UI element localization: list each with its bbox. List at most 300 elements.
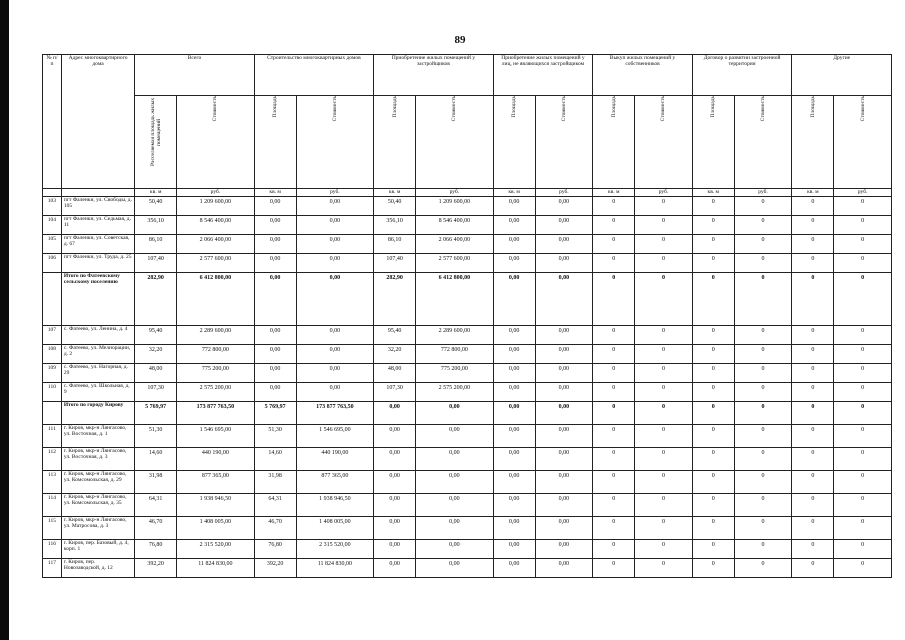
row-value: 0,00: [374, 559, 416, 578]
row-value: 0: [635, 448, 693, 471]
row-value: 0: [734, 448, 792, 471]
unit-cell: кв. м: [254, 189, 296, 197]
row-value: 0,00: [374, 448, 416, 471]
row-number: 113: [43, 471, 62, 494]
sub-area: Площадь: [692, 96, 734, 189]
row-address: г. Киров, пер. Базовый, д. 4, корп. 1: [61, 540, 134, 559]
row-value: 0,00: [535, 326, 593, 345]
row-value: 0: [734, 383, 792, 402]
row-value: 0,00: [254, 383, 296, 402]
row-value: 95,40: [374, 326, 416, 345]
sub-cost: Стоимость: [834, 96, 892, 189]
row-value: 0: [834, 494, 892, 517]
row-value: 11 824 830,00: [296, 559, 374, 578]
unit-cell: кв. м: [593, 189, 635, 197]
unit-cell: кв. м: [493, 189, 535, 197]
row-value: 0: [635, 540, 693, 559]
row-value: 0,00: [374, 517, 416, 540]
row-value: 0: [834, 448, 892, 471]
row-value: 0: [635, 273, 693, 326]
row-value: 0: [635, 235, 693, 254]
row-value: 0,00: [535, 197, 593, 216]
row-number: 107: [43, 326, 62, 345]
row-value: 0: [792, 273, 834, 326]
table-row: [43, 559, 892, 578]
row-value: 0,00: [493, 364, 535, 383]
row-value: 0: [635, 197, 693, 216]
row-value: 1 408 005,00: [296, 517, 374, 540]
row-value: 0,00: [535, 517, 593, 540]
row-value: 0: [792, 254, 834, 273]
row-value: 0,00: [254, 216, 296, 235]
sub-cost: Стоимость: [296, 96, 374, 189]
row-value: 0,00: [254, 235, 296, 254]
row-value: 50,40: [135, 197, 177, 216]
table-row: [43, 216, 892, 235]
row-value: 0: [593, 326, 635, 345]
row-value: 0: [792, 216, 834, 235]
row-number: [43, 402, 62, 425]
row-value: 0: [635, 425, 693, 448]
row-value: 0,00: [535, 364, 593, 383]
row-value: 0,00: [374, 402, 416, 425]
row-value: 0: [593, 254, 635, 273]
row-value: 282,90: [374, 273, 416, 326]
row-value: 1 209 600,00: [416, 197, 494, 216]
row-address: г. Киров, мкр-н Лянгасово, ул. Комсомольская, д. 29: [61, 471, 134, 494]
row-value: 2 315 520,00: [296, 540, 374, 559]
row-address: Итого по городу Кирову: [61, 402, 134, 425]
row-value: 14,60: [135, 448, 177, 471]
unit-cell: кв. м: [135, 189, 177, 197]
row-value: 0,00: [493, 326, 535, 345]
row-value: 0,00: [254, 326, 296, 345]
row-value: 772 800,00: [416, 345, 494, 364]
row-value: 0: [593, 216, 635, 235]
table-row: [43, 471, 892, 494]
row-value: 0: [692, 254, 734, 273]
col-total-header: Всего: [135, 55, 254, 96]
table-row: [43, 448, 892, 471]
row-value: 0: [834, 326, 892, 345]
row-value: 0: [792, 383, 834, 402]
row-address: с. Фатеево, ул. Нагорная, д. 29: [61, 364, 134, 383]
row-value: 0: [734, 559, 792, 578]
col-purchase-dev-header: Приобретение жилых помещений у застройщиков: [374, 55, 493, 96]
unit-cell: руб.: [834, 189, 892, 197]
sub-area: Площадь: [593, 96, 635, 189]
row-value: 772 800,00: [177, 345, 255, 364]
row-value: 0,00: [535, 345, 593, 364]
row-value: 50,40: [374, 197, 416, 216]
row-value: 0: [734, 326, 792, 345]
row-value: 76,80: [135, 540, 177, 559]
row-value: 1 938 946,50: [296, 494, 374, 517]
row-value: 0: [734, 402, 792, 425]
row-value: 0: [734, 364, 792, 383]
units-row: [43, 189, 892, 197]
row-value: 48,00: [135, 364, 177, 383]
row-value: 0: [692, 383, 734, 402]
row-value: 0,00: [296, 326, 374, 345]
row-value: 0,00: [493, 559, 535, 578]
row-value: 0: [834, 383, 892, 402]
row-value: 0,00: [416, 559, 494, 578]
row-address: пгт Фаленки, ул. Седьмая, д. 11: [61, 216, 134, 235]
table-row: [43, 540, 892, 559]
row-value: 5 769,97: [135, 402, 177, 425]
table-body: [43, 197, 892, 578]
col-address-header: Адрес многоквартирного дома: [61, 55, 134, 189]
row-value: 0: [692, 494, 734, 517]
header-row: [43, 55, 892, 96]
row-value: 0: [593, 273, 635, 326]
row-value: 0,00: [493, 216, 535, 235]
unit-cell: руб.: [734, 189, 792, 197]
table-row: [43, 273, 892, 326]
row-value: 0,00: [535, 559, 593, 578]
row-value: 0: [593, 559, 635, 578]
row-value: 0: [593, 471, 635, 494]
row-value: 0,00: [254, 345, 296, 364]
unit-cell: кв. м: [374, 189, 416, 197]
row-value: 0: [692, 273, 734, 326]
row-value: 0,00: [296, 364, 374, 383]
row-value: 0: [792, 425, 834, 448]
row-value: 0: [792, 471, 834, 494]
row-value: 0,00: [535, 254, 593, 273]
row-value: 0: [593, 402, 635, 425]
row-number: 111: [43, 425, 62, 448]
row-value: 0: [635, 216, 693, 235]
row-value: 0,00: [296, 273, 374, 326]
row-address: г. Киров, мкр-н Лянгасово, ул. Восточная, д. 1: [61, 425, 134, 448]
row-value: 0: [834, 540, 892, 559]
row-value: 2 289 600,00: [416, 326, 494, 345]
row-value: 2 066 400,00: [416, 235, 494, 254]
row-value: 86,10: [135, 235, 177, 254]
row-value: 392,20: [135, 559, 177, 578]
row-value: 0,00: [493, 448, 535, 471]
row-value: 0: [635, 383, 693, 402]
unit-cell: руб.: [635, 189, 693, 197]
row-value: 392,20: [254, 559, 296, 578]
row-value: 0: [734, 540, 792, 559]
row-value: 46,70: [135, 517, 177, 540]
unit-cell: кв. м: [792, 189, 834, 197]
row-value: 877 365,00: [296, 471, 374, 494]
row-address: Итого по Фатеевскому сельскому поселению: [61, 273, 134, 326]
row-value: 0: [692, 345, 734, 364]
row-value: 31,98: [254, 471, 296, 494]
row-value: 107,40: [135, 254, 177, 273]
row-value: 0: [734, 197, 792, 216]
row-address: с. Фатеево, ул. Школьная, д. 9: [61, 383, 134, 402]
row-value: 0,00: [416, 494, 494, 517]
row-number: 103: [43, 197, 62, 216]
row-value: 0,00: [493, 345, 535, 364]
sub-area: Площадь: [254, 96, 296, 189]
row-value: 0: [792, 235, 834, 254]
row-value: 0: [734, 273, 792, 326]
col-buyout-header: Выкуп жилых помещений у собственников: [593, 55, 693, 96]
row-value: 0,00: [535, 540, 593, 559]
row-value: 0,00: [535, 273, 593, 326]
row-value: 0,00: [254, 254, 296, 273]
row-value: 0,00: [493, 425, 535, 448]
sub-cost: Стоимость: [177, 96, 255, 189]
row-value: 8 546 400,00: [416, 216, 494, 235]
row-value: 0: [635, 494, 693, 517]
row-value: 6 412 800,00: [177, 273, 255, 326]
table-row: [43, 517, 892, 540]
row-number: 110: [43, 383, 62, 402]
row-address: с. Фатеево, ул. Ленина, д. 4: [61, 326, 134, 345]
row-value: 1 546 695,00: [177, 425, 255, 448]
row-number: 114: [43, 494, 62, 517]
row-value: 0: [792, 197, 834, 216]
row-value: 0: [635, 402, 693, 425]
row-address: г. Киров, мкр-н Лянгасово, ул. Восточная, д. 3: [61, 448, 134, 471]
row-value: 14,60: [254, 448, 296, 471]
row-value: 0: [593, 540, 635, 559]
row-number: 105: [43, 235, 62, 254]
row-value: 0,00: [535, 216, 593, 235]
row-value: 64,31: [254, 494, 296, 517]
row-number: 108: [43, 345, 62, 364]
col-construction-header: Строительство многоквартирных домов: [254, 55, 373, 96]
row-value: 0,00: [493, 273, 535, 326]
table-row: [43, 345, 892, 364]
row-number: 109: [43, 364, 62, 383]
row-value: 86,10: [374, 235, 416, 254]
row-value: 877 365,00: [177, 471, 255, 494]
row-value: 282,90: [135, 273, 177, 326]
row-value: 51,30: [135, 425, 177, 448]
row-value: 775 200,00: [416, 364, 494, 383]
scan-edge-bar: [0, 0, 9, 640]
row-value: 0,00: [416, 540, 494, 559]
row-value: 0: [692, 364, 734, 383]
row-value: 0,00: [535, 448, 593, 471]
sub-area: Площадь: [374, 96, 416, 189]
row-address: пгт Фаленки, ул. Труда, д. 25: [61, 254, 134, 273]
sub-area: Площадь: [493, 96, 535, 189]
row-value: 0: [635, 559, 693, 578]
row-value: 440 190,00: [296, 448, 374, 471]
row-value: 0,00: [374, 540, 416, 559]
row-value: 0: [792, 326, 834, 345]
unit-cell: руб.: [296, 189, 374, 197]
row-value: 48,00: [374, 364, 416, 383]
row-value: 51,30: [254, 425, 296, 448]
row-value: 0: [692, 216, 734, 235]
row-value: 6 412 800,00: [416, 273, 494, 326]
row-value: 0: [593, 425, 635, 448]
row-value: 0: [692, 197, 734, 216]
row-value: 0,00: [296, 235, 374, 254]
row-value: 0: [834, 471, 892, 494]
table-row: [43, 383, 892, 402]
row-value: 46,70: [254, 517, 296, 540]
row-value: 1 209 600,00: [177, 197, 255, 216]
row-value: 0,00: [535, 425, 593, 448]
row-value: 0: [792, 364, 834, 383]
row-value: 0,00: [535, 402, 593, 425]
row-value: 8 546 400,00: [177, 216, 255, 235]
row-number: 115: [43, 517, 62, 540]
row-value: 2 575 200,00: [177, 383, 255, 402]
table-row: [43, 235, 892, 254]
unit-cell: [43, 189, 62, 197]
row-value: 0: [635, 254, 693, 273]
row-value: 0: [593, 345, 635, 364]
row-value: 76,80: [254, 540, 296, 559]
row-value: 0: [734, 235, 792, 254]
row-value: 0: [692, 540, 734, 559]
row-value: 0: [692, 402, 734, 425]
row-value: 0: [834, 345, 892, 364]
table-row: [43, 326, 892, 345]
row-value: 0: [692, 235, 734, 254]
row-value: 0: [792, 540, 834, 559]
row-value: 0,00: [416, 402, 494, 425]
row-value: 0: [834, 216, 892, 235]
row-value: 0: [593, 197, 635, 216]
row-address: г. Киров, мкр-н Лянгасово, ул. Матросова, д. 3: [61, 517, 134, 540]
row-value: 0,00: [535, 471, 593, 494]
row-value: 107,30: [374, 383, 416, 402]
row-value: 0: [792, 559, 834, 578]
row-value: 0: [834, 402, 892, 425]
row-value: 0,00: [374, 471, 416, 494]
table-row: [43, 254, 892, 273]
row-value: 32,20: [135, 345, 177, 364]
row-value: 0,00: [493, 197, 535, 216]
row-value: 0: [593, 517, 635, 540]
col-development-header: Договор о развитии застроенной территории: [692, 55, 792, 96]
unit-cell: кв. м: [692, 189, 734, 197]
row-value: 0,00: [493, 517, 535, 540]
row-value: 0: [792, 345, 834, 364]
sub-area-total: Расселяемая площадь жилых помещений: [135, 96, 177, 189]
row-value: 0: [635, 345, 693, 364]
unit-cell: руб.: [535, 189, 593, 197]
sub-cost: Стоимость: [734, 96, 792, 189]
row-value: 0,00: [493, 254, 535, 273]
row-value: 0: [635, 364, 693, 383]
row-value: 0: [734, 494, 792, 517]
table-row: [43, 402, 892, 425]
row-value: 0: [834, 235, 892, 254]
row-value: 0: [834, 254, 892, 273]
row-value: 0,00: [535, 383, 593, 402]
row-value: 64,31: [135, 494, 177, 517]
row-value: 0: [593, 448, 635, 471]
row-value: 0: [635, 471, 693, 494]
row-number: 117: [43, 559, 62, 578]
row-address: г. Киров, пер. Новозаводской, д. 12: [61, 559, 134, 578]
row-value: 1 408 005,00: [177, 517, 255, 540]
row-address: г. Киров, мкр-н Лянгасово, ул. Комсомольская, д. 35: [61, 494, 134, 517]
row-value: 173 877 763,50: [177, 402, 255, 425]
row-value: 0: [734, 517, 792, 540]
row-value: 0: [692, 425, 734, 448]
row-value: 0,00: [493, 494, 535, 517]
row-value: 0,00: [296, 254, 374, 273]
row-number: 104: [43, 216, 62, 235]
row-value: 0: [734, 471, 792, 494]
col-other-header: Другие: [792, 55, 892, 96]
sub-cost: Стоимость: [635, 96, 693, 189]
row-address: пгт Фаленки, ул. Свободы, д. 105: [61, 197, 134, 216]
row-value: 0,00: [374, 425, 416, 448]
unit-cell: [61, 189, 134, 197]
row-value: 31,98: [135, 471, 177, 494]
row-number: [43, 273, 62, 326]
row-value: 0,00: [296, 216, 374, 235]
row-value: 95,40: [135, 326, 177, 345]
row-value: 0,00: [416, 425, 494, 448]
row-value: 0,00: [535, 494, 593, 517]
row-value: 356,10: [135, 216, 177, 235]
row-address: пгт Фаленки, ул. Советская, д. 67: [61, 235, 134, 254]
sub-area: Площадь: [792, 96, 834, 189]
row-value: 0: [734, 254, 792, 273]
row-value: 11 824 830,00: [177, 559, 255, 578]
row-value: 1 938 946,50: [177, 494, 255, 517]
row-value: 2 577 600,00: [177, 254, 255, 273]
unit-cell: руб.: [416, 189, 494, 197]
subheader-row: [43, 96, 892, 189]
col-num-header: № п/п: [43, 55, 62, 189]
row-value: 0,00: [296, 197, 374, 216]
table-row: [43, 425, 892, 448]
page-number: 89: [454, 34, 466, 46]
row-value: 0: [834, 517, 892, 540]
row-value: 0: [834, 364, 892, 383]
row-value: 0,00: [493, 383, 535, 402]
row-value: 0,00: [416, 517, 494, 540]
row-value: 775 200,00: [177, 364, 255, 383]
row-value: 0: [792, 402, 834, 425]
row-value: 32,20: [374, 345, 416, 364]
row-value: 0,00: [493, 540, 535, 559]
row-value: 0: [734, 216, 792, 235]
row-value: 0,00: [493, 471, 535, 494]
row-value: 0: [692, 559, 734, 578]
row-value: 0,00: [374, 494, 416, 517]
row-value: 0: [635, 517, 693, 540]
row-value: 0: [792, 517, 834, 540]
row-value: 0,00: [296, 383, 374, 402]
row-value: 0: [593, 383, 635, 402]
row-value: 0: [834, 197, 892, 216]
row-value: 440 190,00: [177, 448, 255, 471]
table-row: [43, 364, 892, 383]
table-row: [43, 197, 892, 216]
row-value: 0: [692, 448, 734, 471]
row-value: 0: [692, 326, 734, 345]
row-value: 356,10: [374, 216, 416, 235]
row-value: 0: [792, 494, 834, 517]
row-value: 0: [734, 425, 792, 448]
row-value: 0: [593, 364, 635, 383]
unit-cell: руб.: [177, 189, 255, 197]
row-value: 0: [593, 235, 635, 254]
row-value: 0: [593, 494, 635, 517]
row-value: 2 315 520,00: [177, 540, 255, 559]
